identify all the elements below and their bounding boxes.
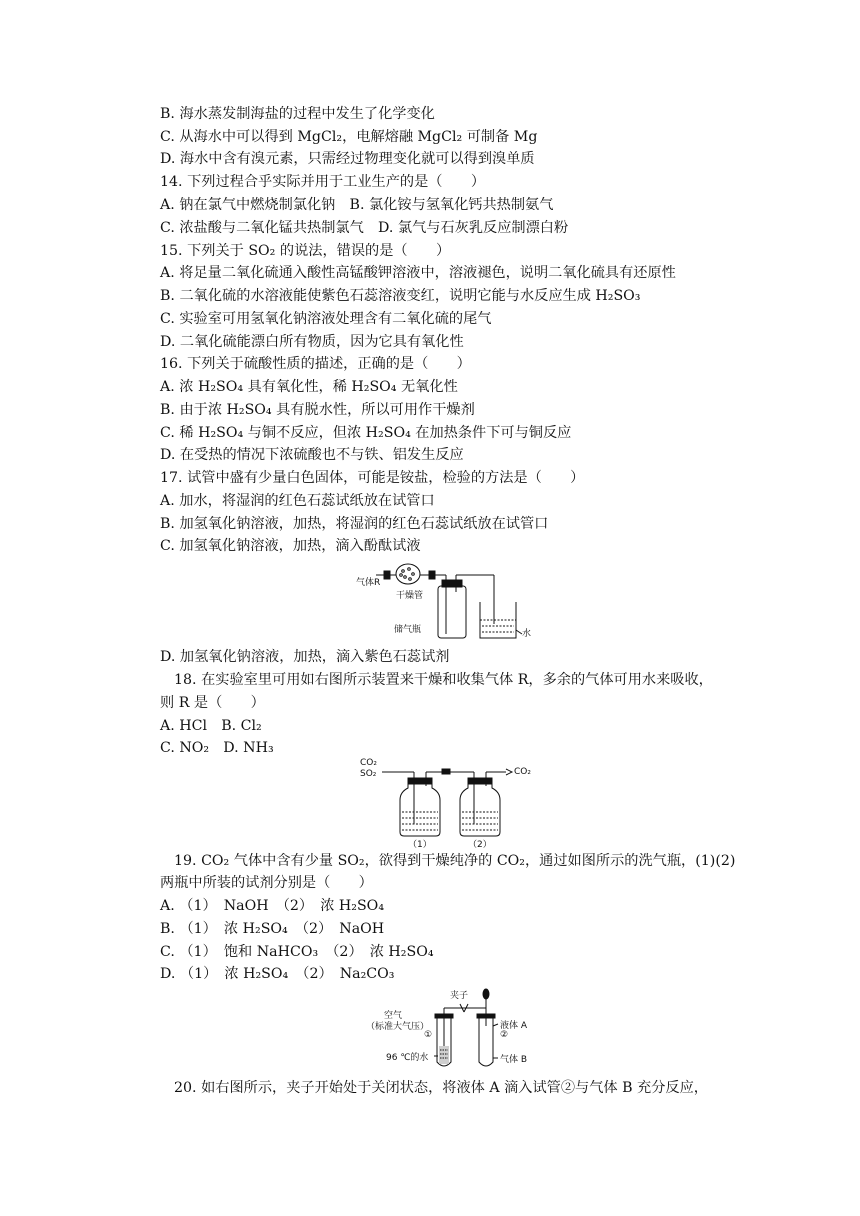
- water-label: 水: [522, 629, 532, 639]
- option-line: B. 加氢氧化钠溶液，加热，将湿润的红色石蕊试纸放在试管口: [160, 516, 549, 532]
- option-line: D. 在受热的情况下浓硫酸也不与铁、铝发生反应: [160, 447, 464, 463]
- option-line: D. 二氧化硫能漂白所有物质，因为它具有氧化性: [160, 334, 464, 350]
- drying-tube-label: 干燥管: [396, 591, 424, 601]
- option-line: C. 实验室可用氢氧化钠溶液处理含有二氧化硫的尾气: [160, 311, 492, 327]
- inlet-so2-label: SO₂: [360, 769, 377, 779]
- option-line: B. 由于浓 H₂SO₄ 具有脱水性，所以可用作干燥剂: [160, 402, 475, 418]
- figure-drying-apparatus: [356, 560, 536, 642]
- question-19: 19. CO₂ 气体中含有少量 SO₂，欲得到干燥纯净的 CO₂，通过如图所示的洗气瓶，(1)(2): [174, 853, 736, 869]
- gas-r-label: 气体R: [356, 578, 381, 588]
- question-18: 18. 在实验室里可用如右图所示装置来干燥和收集气体 R，多余的气体可用水来吸收，: [174, 672, 713, 688]
- outlet-co2-label: CO₂: [514, 767, 531, 777]
- option-line: D. （1） 浓 H₂SO₄ （2） Na₂CO₃: [160, 966, 395, 982]
- question-16: 16. 下列关于硫酸性质的描述，正确的是（ ）: [160, 356, 471, 372]
- hot-water-label: 96 ℃的水: [386, 1053, 429, 1063]
- option-line: A. 钠在氯气中燃烧制氯化钠 B. 氯化铵与氢氧化钙共热制氨气: [160, 197, 554, 213]
- bottle-2-label: （2）: [468, 840, 492, 850]
- pressure-label: （标准大气压）: [366, 1022, 430, 1032]
- option-line: D. 加氢氧化钠溶液，加热，滴入紫色石蕊试剂: [160, 649, 450, 665]
- gas-b-label: 气体 B: [500, 1055, 528, 1065]
- tube-2-label: ②: [500, 1030, 509, 1040]
- option-line: C. 加氢氧化钠溶液，加热，滴入酚酞试液: [160, 538, 421, 554]
- option-line: C. 稀 H₂SO₄ 与铜不反应，但浓 H₂SO₄ 在加热条件下可与铜反应: [160, 425, 572, 441]
- option-line: A. （1） NaOH （2） 浓 H₂SO₄: [160, 898, 385, 914]
- question-17: 17. 试管中盛有少量白色固体，可能是铵盐，检验的方法是（ ）: [160, 470, 585, 486]
- option-line: A. 浓 H₂SO₄ 具有氧化性，稀 H₂SO₄ 无氧化性: [160, 379, 458, 395]
- figure-wash-bottles: [360, 758, 536, 848]
- question-18-cont: 则 R 是（ ）: [160, 695, 265, 711]
- clamp-label: 夹子: [450, 991, 469, 1001]
- option-line: A. 加水，将湿润的红色石蕊试纸放在试管口: [160, 493, 435, 509]
- option-line: C. NO₂ D. NH₃: [160, 740, 274, 756]
- option-line: D. 海水中含有溴元素，只需经过物理变化就可以得到溴单质: [160, 151, 535, 167]
- option-line: A. HCl B. Cl₂: [160, 718, 262, 734]
- question-19-cont: 两瓶中所装的试剂分别是（ ）: [160, 875, 373, 891]
- option-line: A. 将足量二氧化硫通入酸性高锰酸钾溶液中，溶液褪色，说明二氧化硫具有还原性: [160, 265, 676, 281]
- option-line: C. 浓盐酸与二氧化锰共热制氯气 D. 氯气与石灰乳反应制漂白粉: [160, 220, 569, 236]
- question-14: 14. 下列过程合乎实际并用于工业生产的是（ ）: [160, 174, 486, 190]
- inlet-co2-label: CO₂: [360, 758, 377, 768]
- tube-1-label: ①: [424, 1030, 433, 1040]
- option-line: B. 海水蒸发制海盐的过程中发生了化学变化: [160, 106, 435, 122]
- bottle-1-label: （1）: [408, 840, 432, 850]
- figure-test-tubes: [364, 986, 540, 1070]
- option-line: C. （1） 饱和 NaHCO₃ （2） 浓 H₂SO₄: [160, 944, 434, 960]
- option-line: B. （1） 浓 H₂SO₄ （2） NaOH: [160, 921, 385, 937]
- question-20: 20. 如右图所示，夹子开始处于关闭状态，将液体 A 滴入试管②与气体 B 充分反应，: [174, 1080, 708, 1096]
- air-label: 空气: [384, 1011, 403, 1021]
- question-15: 15. 下列关于 SO₂ 的说法，错误的是（ ）: [160, 243, 451, 259]
- option-line: C. 从海水中可以得到 MgCl₂，电解熔融 MgCl₂ 可制备 Mg: [160, 129, 538, 145]
- liquid-a-label: 液体 A: [500, 1021, 528, 1031]
- option-line: B. 二氧化硫的水溶液能使紫色石蕊溶液变红，说明它能与水反应生成 H₂SO₃: [160, 288, 641, 304]
- gas-bottle-label: 储气瓶: [394, 625, 422, 635]
